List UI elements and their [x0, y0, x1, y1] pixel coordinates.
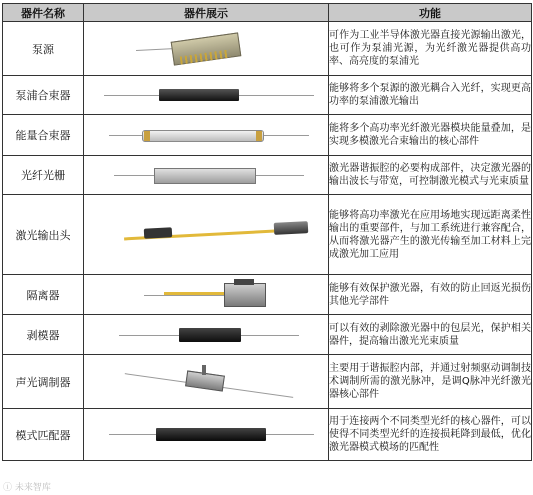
component-name: 剥模器 — [3, 315, 84, 355]
component-function: 可作为工业半导体激光器直接光源输出激光，也可作为泵浦光源，为光纤激光器提供高功率、高亮度的泵浦光 — [329, 22, 532, 76]
component-image — [84, 115, 329, 156]
component-function: 激光器谐振腔的必要构成部件，决定激光器的输出波长与带宽，可控制激光模式与光束质量 — [329, 156, 532, 195]
component-name: 模式匹配器 — [3, 409, 84, 461]
watermark: ⓘ 未来智库 — [3, 483, 51, 493]
component-image — [84, 275, 329, 315]
component-image — [84, 355, 329, 409]
table-row — [3, 195, 532, 275]
table-row — [3, 315, 532, 355]
table-row — [3, 76, 532, 115]
component-name: 激光输出头 — [3, 195, 84, 275]
component-image — [84, 156, 329, 195]
component-function: 能将多个高功率光纤激光器模块能量叠加，是实现多模激光合束输出的核心部件 — [329, 115, 532, 156]
table-row — [3, 22, 532, 76]
table-row — [3, 115, 532, 156]
header-function: 功能 — [329, 4, 532, 22]
header-display: 器件展示 — [84, 4, 329, 22]
table-row — [3, 355, 532, 409]
component-name: 隔离器 — [3, 275, 84, 315]
component-image — [84, 76, 329, 115]
component-function: 可以有效的剥除激光器中的包层光，保护相关器件，提高输出激光光束质量 — [329, 315, 532, 355]
component-name: 泵源 — [3, 22, 84, 76]
component-image — [84, 409, 329, 461]
table-row — [3, 275, 532, 315]
component-name: 泵浦合束器 — [3, 76, 84, 115]
component-name: 声光调制器 — [3, 355, 84, 409]
header-name: 器件名称 — [3, 4, 84, 22]
component-name: 光纤光栅 — [3, 156, 84, 195]
table-row — [3, 409, 532, 461]
component-image — [84, 315, 329, 355]
component-name: 能量合束器 — [3, 115, 84, 156]
component-function: 主要用于谐振腔内部，并通过射频驱动调制技术调制所需的激光脉冲，是调Q脉冲光纤激光器核心部件 — [329, 355, 532, 409]
components-table — [2, 3, 532, 461]
header-row — [3, 4, 532, 22]
table-row — [3, 156, 532, 195]
component-image — [84, 195, 329, 275]
component-function: 能够将多个泵源的激光耦合入光纤，实现更高功率的泵浦激光输出 — [329, 76, 532, 115]
component-image — [84, 22, 329, 76]
component-function: 用于连接两个不同类型光纤的核心器件，可以使得不同类型光纤的连接损耗降到最低，优化激光器模式模场的匹配性 — [329, 409, 532, 461]
component-function: 能够将高功率激光在应用场地实现远距离柔性输出的重要部件，与加工系统进行兼容配合，从而将激光器产生的激光传输至加工材料上完成激光加工应用 — [329, 195, 532, 275]
component-function: 能够有效保护激光器，有效的防止回返光损伤其他光学部件 — [329, 275, 532, 315]
